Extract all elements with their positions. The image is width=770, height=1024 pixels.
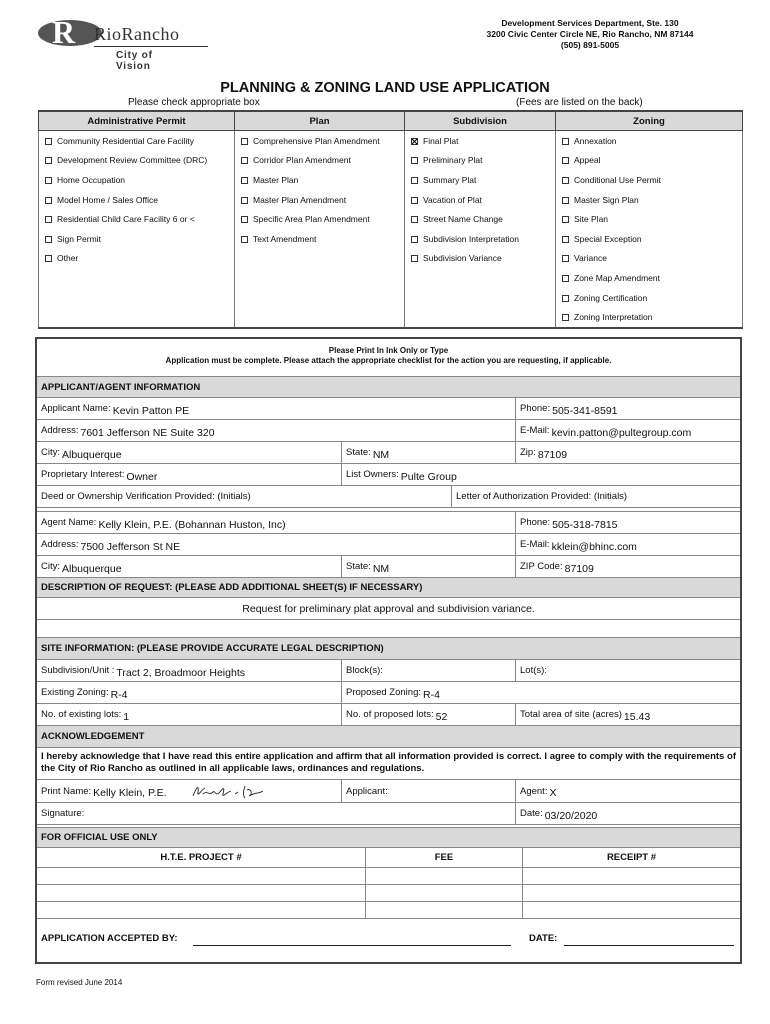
- checkbox-label: Zoning Interpretation: [574, 312, 653, 323]
- letter-authorization-field[interactable]: [452, 486, 740, 507]
- checklist-row: [39, 190, 743, 210]
- list-owners-value: Pulte Group: [400, 470, 457, 483]
- checkbox[interactable]: [411, 197, 418, 204]
- checklist-row: [39, 288, 743, 308]
- signature-mark: [189, 782, 269, 802]
- applicant-email-label: E-Mail:: [520, 425, 550, 436]
- proposed-zoning-label: Proposed Zoning:: [346, 687, 421, 698]
- applicant-state-label: State:: [346, 447, 371, 458]
- checkbox-label: Home Occupation: [57, 174, 126, 185]
- checkbox[interactable]: [411, 138, 418, 145]
- print-name-field[interactable]: [37, 780, 342, 802]
- logo-divider: [94, 46, 208, 47]
- fee-cell[interactable]: [366, 868, 523, 884]
- receipt-cell[interactable]: [523, 868, 740, 884]
- applicant-section-header: APPLICANT/AGENT INFORMATION: [37, 377, 740, 398]
- checkbox[interactable]: [562, 295, 569, 302]
- fee-cell[interactable]: [366, 902, 523, 918]
- checkbox[interactable]: [45, 138, 52, 145]
- address-phone: (505) 891-5005: [560, 40, 620, 50]
- checklist-row: [39, 209, 743, 229]
- existing-lots-value: 1: [123, 710, 130, 723]
- agent-city-value: Albuquerque: [62, 562, 122, 575]
- checkbox-label: Zoning Certification: [574, 292, 648, 303]
- checklist-cell-admin-permit[interactable]: [39, 249, 235, 269]
- applicant-city-row: [37, 442, 740, 464]
- checkbox[interactable]: [45, 157, 52, 164]
- hte-project-cell[interactable]: [37, 868, 366, 884]
- agent-mark-field[interactable]: [516, 780, 740, 802]
- checklist-cell-plan: [235, 268, 405, 288]
- checklist-cell-subdivision[interactable]: [405, 209, 556, 229]
- zoning-row: [37, 682, 740, 704]
- deed-verification-field[interactable]: [37, 486, 452, 507]
- description-blank-line[interactable]: [37, 620, 740, 638]
- checklist-cell-subdivision: [405, 268, 556, 288]
- checklist-row: [39, 170, 743, 190]
- checkbox-label: Community Residential Care Facility: [57, 135, 194, 146]
- checkbox[interactable]: [562, 216, 569, 223]
- applicant-email-value: kevin.patton@pultegroup.com: [551, 426, 692, 439]
- checkbox-label: Specific Area Plan Amendment: [253, 214, 370, 225]
- accepted-by-line[interactable]: [193, 945, 511, 946]
- checkbox[interactable]: [562, 197, 569, 204]
- signature-label: Signature:: [41, 808, 85, 819]
- checkbox[interactable]: [45, 177, 52, 184]
- checkbox-label: Master Plan: [253, 174, 299, 185]
- applicant-city-value: Albuquerque: [62, 448, 122, 461]
- checkbox-label: Development Review Committee (DRC): [57, 155, 208, 166]
- applicant-phone-value: 505-341-8591: [552, 404, 618, 417]
- lots-field[interactable]: [516, 660, 740, 681]
- checkbox[interactable]: [562, 177, 569, 184]
- agent-email-value: kklein@bhinc.com: [551, 540, 637, 553]
- hte-project-header: H.T.E. PROJECT #: [37, 848, 366, 867]
- department-address: [440, 18, 740, 51]
- checkbox-label: Text Amendment: [253, 233, 317, 244]
- checkbox-label: Vacation of Plat: [423, 194, 482, 205]
- agent-mark-value: X: [549, 787, 557, 799]
- page-title: PLANNING & ZONING LAND USE APPLICATION: [220, 80, 550, 96]
- existing-zoning-value: R-4: [110, 688, 128, 701]
- agent-name-field[interactable]: [37, 512, 516, 533]
- checklist-cell-admin-permit[interactable]: [39, 131, 235, 151]
- blocks-label: Block(s):: [346, 665, 383, 676]
- official-header-row: [37, 848, 740, 868]
- checkbox[interactable]: [45, 236, 52, 243]
- checkbox[interactable]: [241, 138, 248, 145]
- checkbox[interactable]: [241, 157, 248, 164]
- checkbox[interactable]: [45, 197, 52, 204]
- total-area-label: Total area of site (acres): [520, 709, 622, 720]
- checklist-row: [39, 131, 743, 151]
- checklist-cell-zoning[interactable]: [556, 288, 743, 308]
- checklist-cell-plan: [235, 249, 405, 269]
- deed-label: Deed or Ownership Verification Provided: (Initials): [41, 491, 251, 502]
- checklist-cell-zoning[interactable]: [556, 268, 743, 288]
- description-section-header: DESCRIPTION OF REQUEST: (PLEASE ADD ADDITIONAL SHEET(S) IF NECESSARY): [37, 578, 740, 598]
- agent-phone-value: 505-318-7815: [552, 518, 618, 531]
- receipt-cell[interactable]: [523, 885, 740, 901]
- applicant-email-field[interactable]: [516, 420, 740, 441]
- checkbox-label: Preliminary Plat: [423, 155, 483, 166]
- applicant-name-row: [37, 398, 740, 420]
- ack-section-header: ACKNOWLEDGEMENT: [37, 726, 740, 748]
- applicant-zip-label: Zip:: [520, 447, 536, 458]
- checklist-cell-admin-permit[interactable]: [39, 209, 235, 229]
- column-subdivision: Subdivision: [405, 111, 556, 131]
- site-section-header: SITE INFORMATION: (PLEASE PROVIDE ACCURATE LEGAL DESCRIPTION): [37, 638, 740, 660]
- subdivision-value: Tract 2, Broadmoor Heights: [116, 666, 245, 679]
- proposed-zoning-field[interactable]: [342, 682, 740, 703]
- checkbox-label: Sign Permit: [57, 233, 101, 244]
- applicant-zip-value: 87109: [537, 448, 568, 461]
- fee-cell[interactable]: [366, 885, 523, 901]
- checklist-row: [39, 268, 743, 288]
- checklist-cell-admin-permit: [39, 268, 235, 288]
- checklist-cell-admin-permit[interactable]: [39, 229, 235, 249]
- agent-mark-label: Agent:: [520, 785, 548, 797]
- existing-zoning-field[interactable]: [37, 682, 342, 703]
- column-zoning: Zoning: [556, 111, 743, 131]
- proprietary-row: [37, 464, 740, 486]
- applicant-city-field[interactable]: [37, 442, 342, 463]
- checklist-cell-subdivision[interactable]: [405, 131, 556, 151]
- checklist-cell-subdivision[interactable]: [405, 249, 556, 269]
- agent-email-field[interactable]: [516, 534, 740, 555]
- checklist-cell-zoning[interactable]: [556, 170, 743, 190]
- column-plan: Plan: [235, 111, 405, 131]
- official-entry-row: [37, 868, 740, 885]
- official-entry-row: [37, 885, 740, 902]
- checklist-cell-admin-permit: [39, 288, 235, 308]
- accepted-date-line[interactable]: [564, 945, 734, 946]
- agent-address-label: Address:: [41, 539, 79, 550]
- checkbox[interactable]: [411, 236, 418, 243]
- fees-note: (Fees are listed on the back): [516, 97, 643, 108]
- checklist-cell-zoning[interactable]: [556, 307, 743, 328]
- checklist-cell-admin-permit[interactable]: [39, 190, 235, 210]
- form-revision-note: Form revised June 2014: [36, 978, 123, 987]
- checkbox-label: Comprehensive Plan Amendment: [253, 135, 380, 146]
- agent-state-label: State:: [346, 561, 371, 572]
- agent-address-row: [37, 534, 740, 556]
- letter-label: Letter of Authorization Provided: (Initials): [456, 491, 628, 502]
- signature-row: [37, 803, 740, 825]
- checklist-cell-admin-permit: [39, 307, 235, 328]
- applicant-address-value: 7601 Jefferson NE Suite 320: [80, 426, 215, 439]
- signature-text: Kelly K. Klein: [191, 797, 215, 802]
- agent-name-row: [37, 512, 740, 534]
- checklist-cell-plan[interactable]: [235, 131, 405, 151]
- checklist-cell-plan[interactable]: [235, 209, 405, 229]
- check-note: Please check appropriate box: [128, 97, 260, 108]
- checklist-cell-zoning[interactable]: [556, 209, 743, 229]
- checkbox[interactable]: [411, 255, 418, 262]
- agent-city-row: [37, 556, 740, 578]
- receipt-cell[interactable]: [523, 902, 740, 918]
- checklist-cell-plan[interactable]: [235, 170, 405, 190]
- checkbox-label: Variance: [574, 253, 607, 264]
- checkbox[interactable]: [411, 157, 418, 164]
- agent-state-field[interactable]: [342, 556, 516, 577]
- applicant-phone-field[interactable]: [516, 398, 740, 419]
- agent-zip-value: 87109: [564, 562, 594, 575]
- checkbox-label: Master Plan Amendment: [253, 194, 347, 205]
- agent-name-label: Agent Name:: [41, 517, 97, 528]
- applicant-address-row: [37, 420, 740, 442]
- checkbox-label: Subdivision Variance: [423, 253, 502, 264]
- checkbox-label: Master Sign Plan: [574, 194, 639, 205]
- application-form: [35, 337, 742, 964]
- checklist-cell-plan: [235, 288, 405, 308]
- checklist-cell-admin-permit[interactable]: [39, 170, 235, 190]
- checklist-cell-admin-permit[interactable]: [39, 151, 235, 171]
- checkbox[interactable]: [562, 138, 569, 145]
- proposed-lots-label: No. of proposed lots:: [346, 709, 434, 720]
- checkbox[interactable]: [562, 157, 569, 164]
- checkbox-label: Street Name Change: [423, 214, 503, 225]
- checklist-cell-plan: [235, 307, 405, 328]
- list-owners-label: List Owners:: [346, 469, 399, 480]
- checkbox[interactable]: [411, 177, 418, 184]
- agent-name-value: Kelly Klein, P.E. (Bohannan Huston, Inc): [98, 518, 286, 531]
- applicant-sign-field[interactable]: [342, 780, 516, 802]
- form-instructions: [37, 339, 740, 377]
- agent-state-value: NM: [372, 562, 390, 575]
- official-entry-row: [37, 902, 740, 919]
- lots-label: Lot(s):: [520, 665, 547, 676]
- applicant-name-field[interactable]: [37, 398, 516, 419]
- description-field[interactable]: Request for preliminary plat approval and subdivision variance.: [37, 598, 740, 620]
- logo-tagline: City of Vision: [116, 50, 153, 72]
- checklist-cell-plan[interactable]: [235, 190, 405, 210]
- checklist-row: [39, 151, 743, 171]
- applicant-state-value: NM: [372, 448, 390, 461]
- checklist-cell-subdivision: [405, 307, 556, 328]
- checkbox-label: Zone Map Amendment: [574, 272, 660, 283]
- address-line-1: Development Services Department, Ste. 130: [501, 18, 679, 28]
- application-type-table: [38, 110, 743, 329]
- applicant-name-value: Kevin Patton PE: [112, 404, 190, 417]
- print-name-label: Print Name:: [41, 785, 92, 797]
- print-ink-note: Please Print In Ink Only or Type: [328, 346, 449, 355]
- checkbox-label: Annexation: [574, 135, 617, 146]
- checklist-cell-subdivision[interactable]: [405, 170, 556, 190]
- blocks-field[interactable]: [342, 660, 516, 681]
- accepted-date-label: DATE:: [529, 933, 558, 944]
- hte-project-cell[interactable]: [37, 902, 366, 918]
- subdivision-row: [37, 660, 740, 682]
- signature-field[interactable]: [37, 803, 516, 824]
- agent-zip-label: ZIP Code:: [520, 561, 563, 572]
- checklist-row: [39, 229, 743, 249]
- checkbox[interactable]: [562, 255, 569, 262]
- checkbox-label: Special Exception: [574, 233, 642, 244]
- applicant-address-field[interactable]: [37, 420, 516, 441]
- proprietary-value: Owner: [126, 470, 158, 483]
- agent-city-label: City:: [41, 561, 60, 572]
- applicant-state-field[interactable]: [342, 442, 516, 463]
- receipt-header: RECEIPT #: [606, 852, 657, 863]
- total-area-value: 15.43: [623, 710, 651, 723]
- agent-city-field[interactable]: [37, 556, 342, 577]
- existing-zoning-label: Existing Zoning:: [41, 687, 109, 698]
- applicant-city-label: City:: [41, 447, 60, 458]
- column-admin-permit: Administrative Permit: [39, 111, 235, 131]
- lots-count-row: [37, 704, 740, 726]
- agent-address-field[interactable]: [37, 534, 516, 555]
- proposed-lots-value: 52: [435, 710, 448, 723]
- official-section-header: FOR OFFICIAL USE ONLY: [37, 828, 740, 848]
- checkbox-label: Model Home / Sales Office: [57, 194, 158, 205]
- print-name-value: Kelly Klein, P.E.: [93, 787, 167, 799]
- logo-name: RioRancho: [94, 24, 180, 44]
- checkbox[interactable]: [241, 236, 248, 243]
- checkbox-label: Subdivision Interpretation: [423, 233, 519, 244]
- list-owners-field[interactable]: [342, 464, 740, 485]
- date-label: Date:: [520, 808, 543, 819]
- checkbox[interactable]: [562, 275, 569, 282]
- checklist-cell-plan[interactable]: [235, 151, 405, 171]
- checkbox[interactable]: [562, 236, 569, 243]
- checklist-cell-zoning[interactable]: [556, 229, 743, 249]
- checkbox-label: Corridor Plan Amendment: [253, 155, 351, 166]
- checkbox-label: Conditional Use Permit: [574, 174, 661, 185]
- checklist-row: [39, 249, 743, 269]
- checklist-cell-subdivision[interactable]: [405, 151, 556, 171]
- checkbox-label: Residential Child Care Facility 6 or <: [57, 214, 195, 225]
- applicant-sign-label: Applicant:: [346, 785, 388, 797]
- print-name-row: [37, 780, 740, 803]
- checkbox[interactable]: [241, 197, 248, 204]
- checklist-cell-zoning[interactable]: [556, 249, 743, 269]
- agent-address-value: 7500 Jefferson St NE: [80, 540, 181, 553]
- checklist-cell-zoning[interactable]: [556, 151, 743, 171]
- agent-phone-label: Phone:: [520, 517, 551, 528]
- checkbox[interactable]: [241, 177, 248, 184]
- verification-row: [37, 486, 740, 508]
- existing-lots-label: No. of existing lots:: [41, 709, 122, 720]
- checkbox-label: Final Plat: [423, 135, 459, 146]
- checkbox[interactable]: [45, 216, 52, 223]
- checkbox[interactable]: [241, 216, 248, 223]
- existing-lots-field[interactable]: [37, 704, 342, 725]
- checkbox[interactable]: [411, 216, 418, 223]
- date-field[interactable]: [516, 803, 740, 824]
- accepted-by-label: APPLICATION ACCEPTED BY:: [41, 933, 178, 944]
- proposed-zoning-value: R-4: [423, 688, 440, 701]
- checklist-row: [39, 307, 743, 328]
- checkbox-label: Appeal: [574, 155, 601, 166]
- checklist-cell-subdivision[interactable]: [405, 190, 556, 210]
- applicant-phone-label: Phone:: [520, 403, 551, 414]
- applicant-name-label: Applicant Name:: [41, 403, 111, 414]
- checklist-cell-zoning[interactable]: [556, 190, 743, 210]
- agent-phone-field[interactable]: [516, 512, 740, 533]
- subdivision-field[interactable]: [37, 660, 342, 681]
- hte-project-cell[interactable]: [37, 885, 366, 901]
- address-line-2: 3200 Civic Center Circle NE, Rio Rancho, NM 87144: [486, 29, 694, 39]
- checklist-cell-plan[interactable]: [235, 229, 405, 249]
- fee-header: FEE: [366, 848, 523, 867]
- date-value: 03/20/2020: [544, 809, 598, 822]
- applicant-zip-field[interactable]: [516, 442, 740, 463]
- checkbox-label: Other: [57, 253, 79, 264]
- total-area-field[interactable]: [516, 704, 740, 725]
- checkbox[interactable]: [562, 314, 569, 321]
- proposed-lots-field[interactable]: [342, 704, 516, 725]
- checkbox[interactable]: [45, 255, 52, 262]
- complete-note: Application must be complete. Please attach the appropriate checklist for the action you are requesting, if applicable.: [165, 356, 612, 365]
- checklist-cell-zoning[interactable]: [556, 131, 743, 151]
- city-logo: [38, 14, 180, 72]
- subdivision-label: Subdivision/Unit :: [41, 665, 115, 676]
- checklist-cell-subdivision[interactable]: [405, 229, 556, 249]
- proprietary-interest-field[interactable]: [37, 464, 342, 485]
- applicant-address-label: Address:: [41, 425, 79, 436]
- checkbox-label: Site Plan: [574, 214, 609, 225]
- agent-zip-field[interactable]: [516, 556, 740, 577]
- agent-email-label: E-Mail:: [520, 539, 550, 550]
- checklist-cell-subdivision: [405, 288, 556, 308]
- checkbox-label: Summary Plat: [423, 174, 477, 185]
- proprietary-label: Proprietary Interest:: [41, 469, 125, 480]
- logo-letter: R: [52, 14, 76, 50]
- ack-statement: I hereby acknowledge that I have read this entire application and affirm that all information provided is correct. I agree to comply with the requirements of the City of Rio Rancho as outlined in all applicable laws, ordinances and regulations.: [37, 748, 740, 780]
